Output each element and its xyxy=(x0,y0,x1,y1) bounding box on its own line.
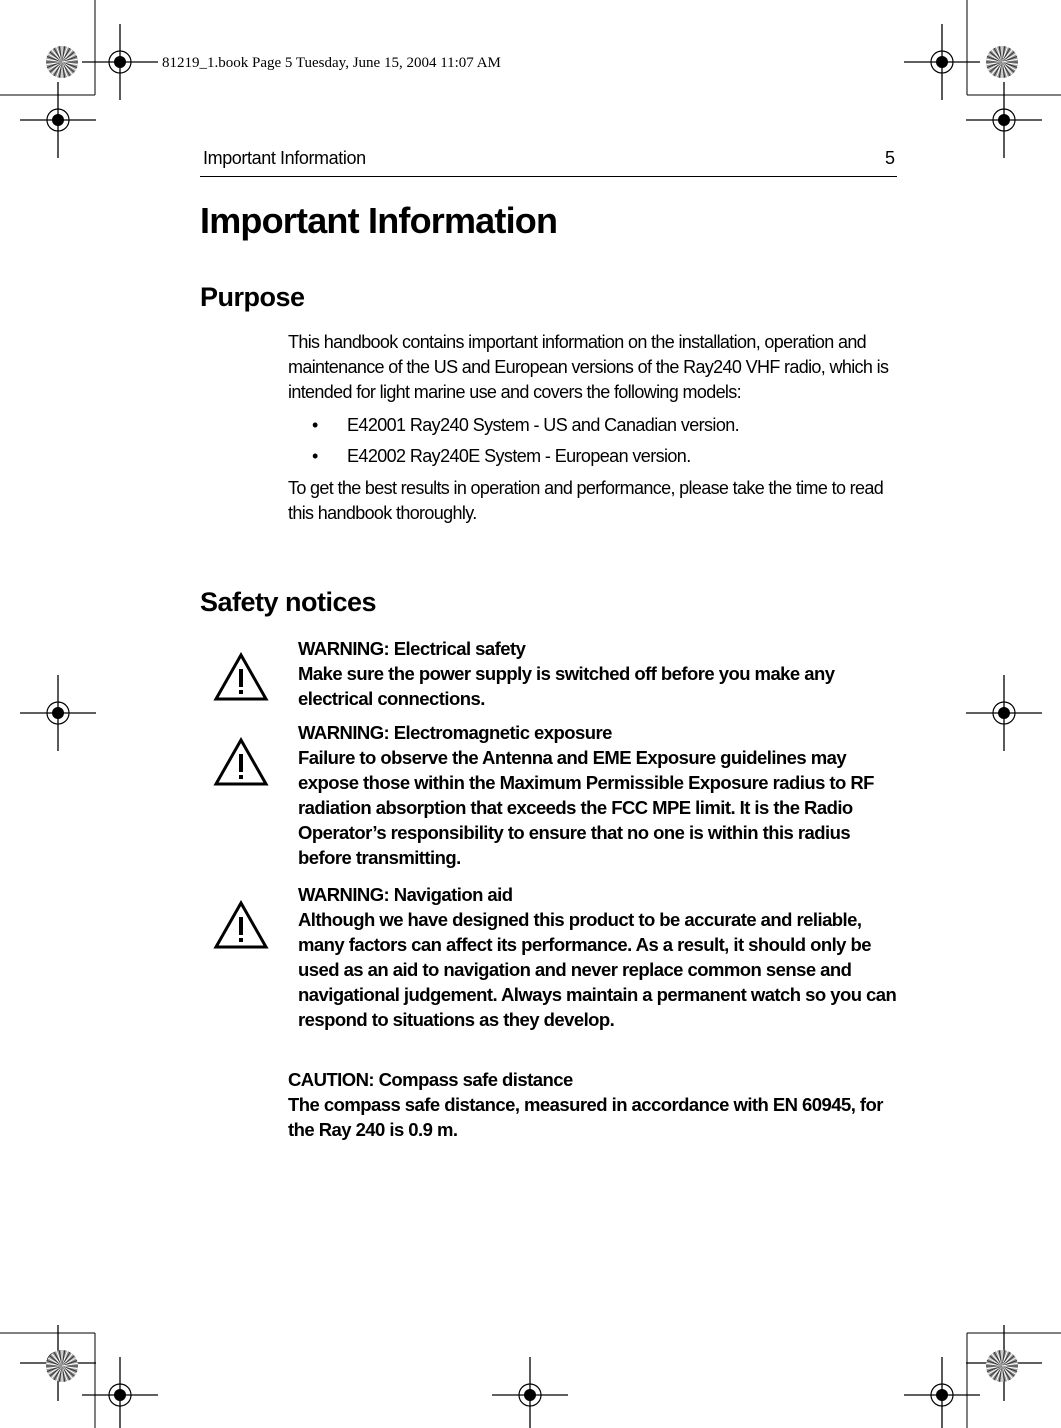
caution-label: CAUTION: Compass safe distance xyxy=(288,1069,573,1090)
running-header-title: Important Information xyxy=(203,148,366,168)
bullet-icon: • xyxy=(312,446,318,466)
starburst-target-icon xyxy=(46,46,78,78)
crosshair-target-icon xyxy=(904,24,980,100)
section-heading-safety: Safety notices xyxy=(200,587,377,617)
starburst-target-icon xyxy=(46,1350,78,1382)
warning-text: Although we have designed this product to be accurate and reliable, many factors can affect its performance. As a result, it should only be used as an aid to navigation and never replace common sense and navigational judgement. Always maintain a permanent watch so you can respond to situations as they develop. xyxy=(298,909,897,1030)
print-slug: 81219_1.book Page 5 Tuesday, June 15, 2004 11:07 AM xyxy=(162,55,501,71)
page-title: Important Information xyxy=(200,200,558,241)
crosshair-target-icon xyxy=(20,675,96,751)
warning-text: Failure to observe the Antenna and EME Exposure guidelines may expose those within the Maximum Permissible Exposure radius to RF radiation absorption that exceeds the FCC MPE limit. It is the Radio Operator’s responsibility to ensure that no one is within this radius before transmitting. xyxy=(298,747,874,868)
page-number: 5 xyxy=(885,148,896,168)
warning-label: WARNING: Electrical safety xyxy=(298,638,526,659)
crosshair-target-icon xyxy=(966,82,1042,158)
model-text: E42001 Ray240 System - US and Canadian version. xyxy=(347,415,740,435)
crosshair-target-icon xyxy=(82,1357,158,1428)
crosshair-target-icon xyxy=(904,1357,980,1428)
crosshair-target-icon xyxy=(966,675,1042,751)
model-text: E42002 Ray240E System - European version. xyxy=(347,446,691,466)
crosshair-target-icon xyxy=(20,82,96,158)
warning-text: Make sure the power supply is switched off before you make any electrical connections. xyxy=(298,663,835,709)
section-heading-purpose: Purpose xyxy=(200,282,305,312)
bullet-icon: • xyxy=(312,415,318,435)
starburst-target-icon xyxy=(986,1350,1018,1382)
starburst-target-icon xyxy=(986,46,1018,78)
crosshair-target-icon xyxy=(492,1357,568,1428)
caution-text: The compass safe distance, measured in accordance with EN 60945, for the Ray 240 is 0.9 m. xyxy=(288,1094,883,1140)
warning-label: WARNING: Electromagnetic exposure xyxy=(298,722,612,743)
purpose-intro: This handbook contains important information on the installation, operation and maintenance of the US and European versions of the Ray240 VHF radio, which is intended for light marine use and covers the following models: xyxy=(288,332,889,402)
warning-label: WARNING: Navigation aid xyxy=(298,884,513,905)
purpose-closing: To get the best results in operation and performance, please take the time to read this handbook thoroughly. xyxy=(288,478,884,523)
crosshair-target-icon xyxy=(82,24,158,100)
